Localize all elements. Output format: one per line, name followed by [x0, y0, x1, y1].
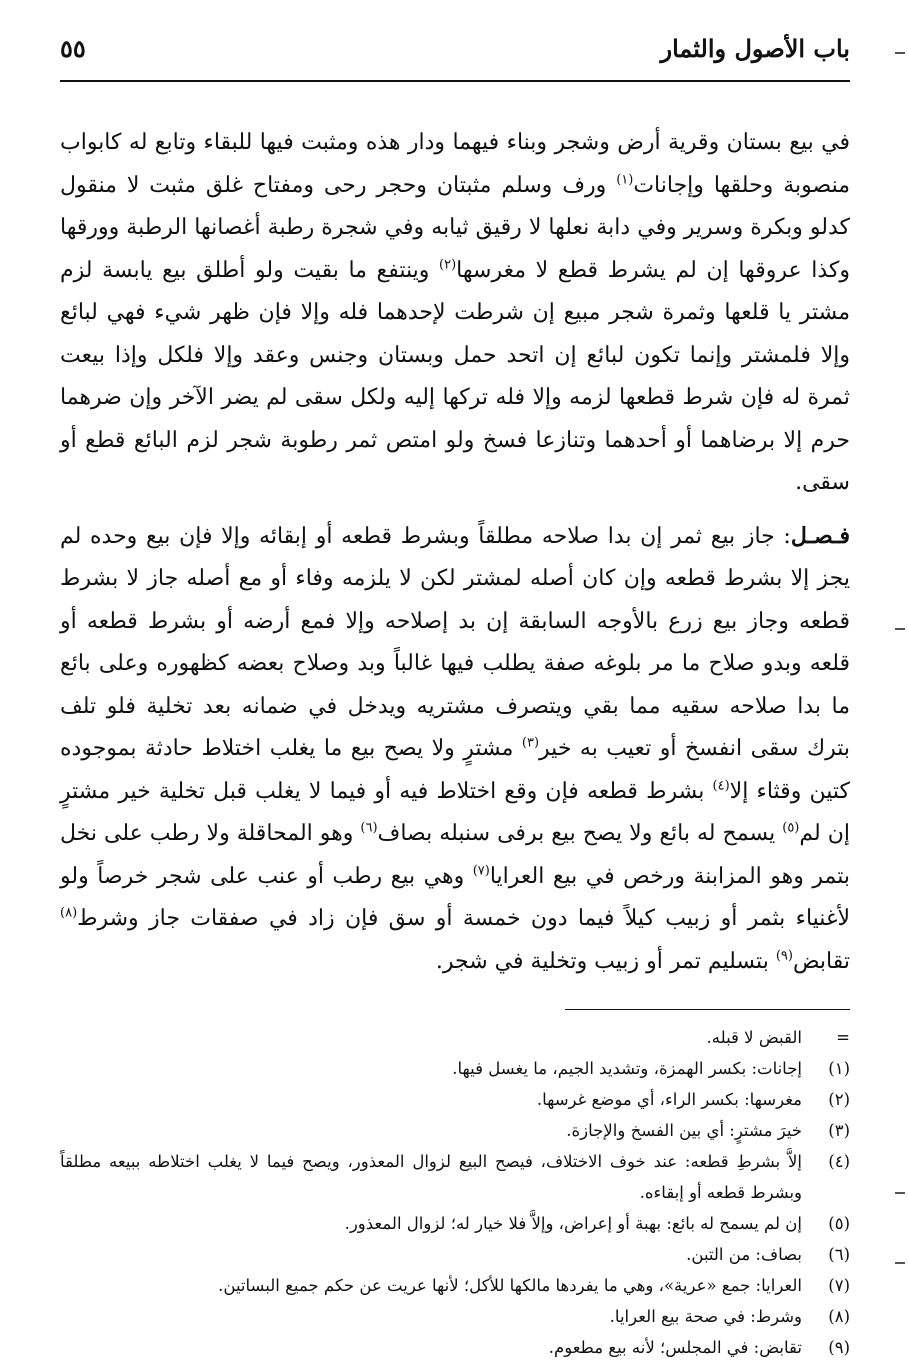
text-segment: مشترٍ ولا يصح بيع ما يغلب اختلاط حادثة بموجوده كتين وقثاء إلا — [60, 736, 850, 804]
paragraph-2 — [60, 515, 850, 984]
footnote-ref-8[interactable]: (٨) — [60, 905, 78, 921]
footnote-text: مغرسها: بكسر الراء، أي موضع غرسها. — [536, 1090, 802, 1109]
footnote-number: (٦) — [828, 1245, 850, 1264]
margin-mark — [895, 1192, 905, 1194]
text-segment: وهو المحاقلة ولا رطب على نخل بتمر وهو المزابنة ورخص في بيع العرايا — [60, 821, 850, 889]
footnote-number: (٣) — [828, 1121, 850, 1140]
footnote-number: = — [836, 1028, 850, 1047]
footnote-number: (٢) — [828, 1090, 850, 1109]
footnote-ref-9[interactable]: (٩) — [775, 948, 793, 964]
footnote-6 — [60, 1239, 850, 1270]
footnotes — [60, 1022, 850, 1363]
footnote-5 — [60, 1208, 850, 1239]
footnote-1 — [60, 1053, 850, 1084]
footnote-text: إلاَّ بشرطِ قطعه: عند خوف الاختلاف، فيصح البيع لزوال المعذور، ويصح فيما لا يغلب اختلاطه ببيعه مطلقاً وبشرط قطعه أو إبقاءه. — [60, 1152, 802, 1202]
footnote-ref-5[interactable]: (٥) — [782, 820, 800, 836]
footnote-8 — [60, 1301, 850, 1332]
margin-mark — [895, 628, 905, 630]
paragraph-1 — [60, 122, 850, 505]
footnote-text: إن لم يسمح له بائع: بهبة أو إعراض، وإلاَّ فلا خيار له؛ لزوال المعذور. — [344, 1214, 802, 1233]
text-segment: وهي بيع رطب أو عنب على شجر خرصاً ولو لأغنياء بثمر أو زبيب كيلاً فيما دون خمسة أو سق فإن زاد في صفقات جاز وشرط — [60, 863, 850, 931]
footnote-ref-4[interactable]: (٤) — [712, 778, 730, 794]
footnote-ref-1[interactable]: (١) — [616, 172, 634, 188]
page-header — [60, 30, 850, 82]
text-segment: في بيع بستان وقرية أرض وشجر وبناء فيهما ودار هذه ومثبت فيها للبقاء وتابع له كابواب منصوبة وحلقها وإجانات — [60, 130, 850, 198]
footnote-ref-3[interactable]: (٣) — [521, 735, 540, 751]
main-text — [60, 122, 850, 983]
footnote-number: (٥) — [828, 1214, 850, 1233]
footnote-text: تقابض: في المجلس؛ لأنه بيع مطعوم. — [548, 1338, 802, 1357]
text-segment: ورف وسلم مثبتان وحجر رحى ومفتاح غلق مثبت لا منقول كدلو وبكرة وسرير وفي دابة نعلها لا رقيق ثيابه وفي شجرة رطبة أغصانها الرطبة وورقها وكذا عروقها إن لم يشرط قطع لا مغرسها — [60, 172, 851, 283]
footnote-number: (٩) — [828, 1338, 850, 1357]
footnote-ref-6[interactable]: (٦) — [360, 820, 378, 836]
footnote-3 — [60, 1115, 850, 1146]
footnote-7 — [60, 1270, 850, 1301]
section-heading-fasl: فـصـل — [790, 522, 850, 549]
margin-mark — [895, 1262, 905, 1264]
footnote-ref-2[interactable]: (٢) — [439, 257, 457, 273]
footnote-9 — [60, 1332, 850, 1363]
footnote-number: (٤) — [828, 1152, 850, 1171]
footnote-text: وشرط: في صحة بيع العرايا. — [609, 1307, 802, 1326]
footnote-2 — [60, 1084, 850, 1115]
footnote-separator — [565, 1009, 850, 1010]
text-segment: يسمح له بائع ولا يصح بيع برفى سنبله بصاف — [377, 821, 783, 846]
footnote-number: (١) — [828, 1059, 850, 1078]
footnote-text: العرايا: جمع «عرية»، وهي ما يفردها مالكها للأكل؛ لأنها عريت عن حكم جميع البساتين. — [218, 1276, 802, 1295]
footnote-number: (٨) — [828, 1307, 850, 1326]
footnote-text: بصاف: من التبن. — [686, 1245, 802, 1264]
footnote-ref-7[interactable]: (٧) — [472, 863, 490, 879]
text-segment: بشرط قطعه فإن وقع اختلاط فيه أو فيما لا يغلب قبل تخلية خير مشترٍ إن لم — [60, 778, 851, 846]
text-segment: بتسليم تمر أو زبيب وتخلية في شجر. — [435, 948, 776, 974]
text-segment: تقابض — [792, 948, 850, 974]
footnote-continuation — [60, 1022, 850, 1053]
page-number: ٥٥ — [60, 34, 86, 63]
footnote-text: القبض لا قبله. — [706, 1028, 802, 1047]
footnote-text: خيرَ مشترٍ: أي بين الفسخ والإجازة. — [566, 1121, 802, 1140]
book-page — [60, 30, 851, 1357]
footnote-text: إجانات: بكسر الهمزة، وتشديد الجيم، ما يغسل فيها. — [452, 1059, 802, 1078]
footnote-number: (٧) — [828, 1276, 850, 1295]
text-segment: : جاز بيع ثمر إن بدا صلاحه مطلقاً وبشرط قطعه أو إبقائه وإلا فإن بيع وحده لم يجز إلا بشرط قطعه وإن كان أصله لمشتر لكن لا يلزمه وفاء أو مع أصله جاز لا بشرط قطعه وجاز بيع زرع بالأوجه السابقة إن بد إصلاحه وإلا فمع أرضه أو بشرط قطعه أو قلعه وبدو صلاح ما مر بلوغه صفة يطلب فيها غالباً وبد وصلاح بعضه كظهوره وعلى بائع ما بدا صلاحه سقيه مما بقي ويتصرف مشتريه ويدخل في ضمانه بعد تخلية فلو تلف بترك سقى انفسخ أو تعيب به خير — [60, 523, 850, 761]
text-segment: وينتفع ما بقيت ولو أطلق بيع يابسة لزم مشتر يا قلعها وثمرة شجر مبيع إن شرطت لإحدهما فله وإلا فإن ظهر شيء فهي لبائع وإلا فلمشتر وإنما تكون لبائع إن اتحد حمل وبستان وجنس وعقد وإلا فلكل وإذا بيعت ثمرة له فإن شرط قطعها لزمه وإلا فله تركها إليه ولكل سقى لم يضر الآخر وإن ضرهما حرم إلا برضاهما أو أحدهما وتنازعا فسخ ولو امتص ثمر رطوبة شجر لزم البائع قطع أو سقى. — [60, 257, 850, 495]
margin-mark — [895, 52, 905, 54]
running-title: باب الأصول والثمار — [660, 34, 850, 63]
footnote-4 — [60, 1146, 850, 1208]
